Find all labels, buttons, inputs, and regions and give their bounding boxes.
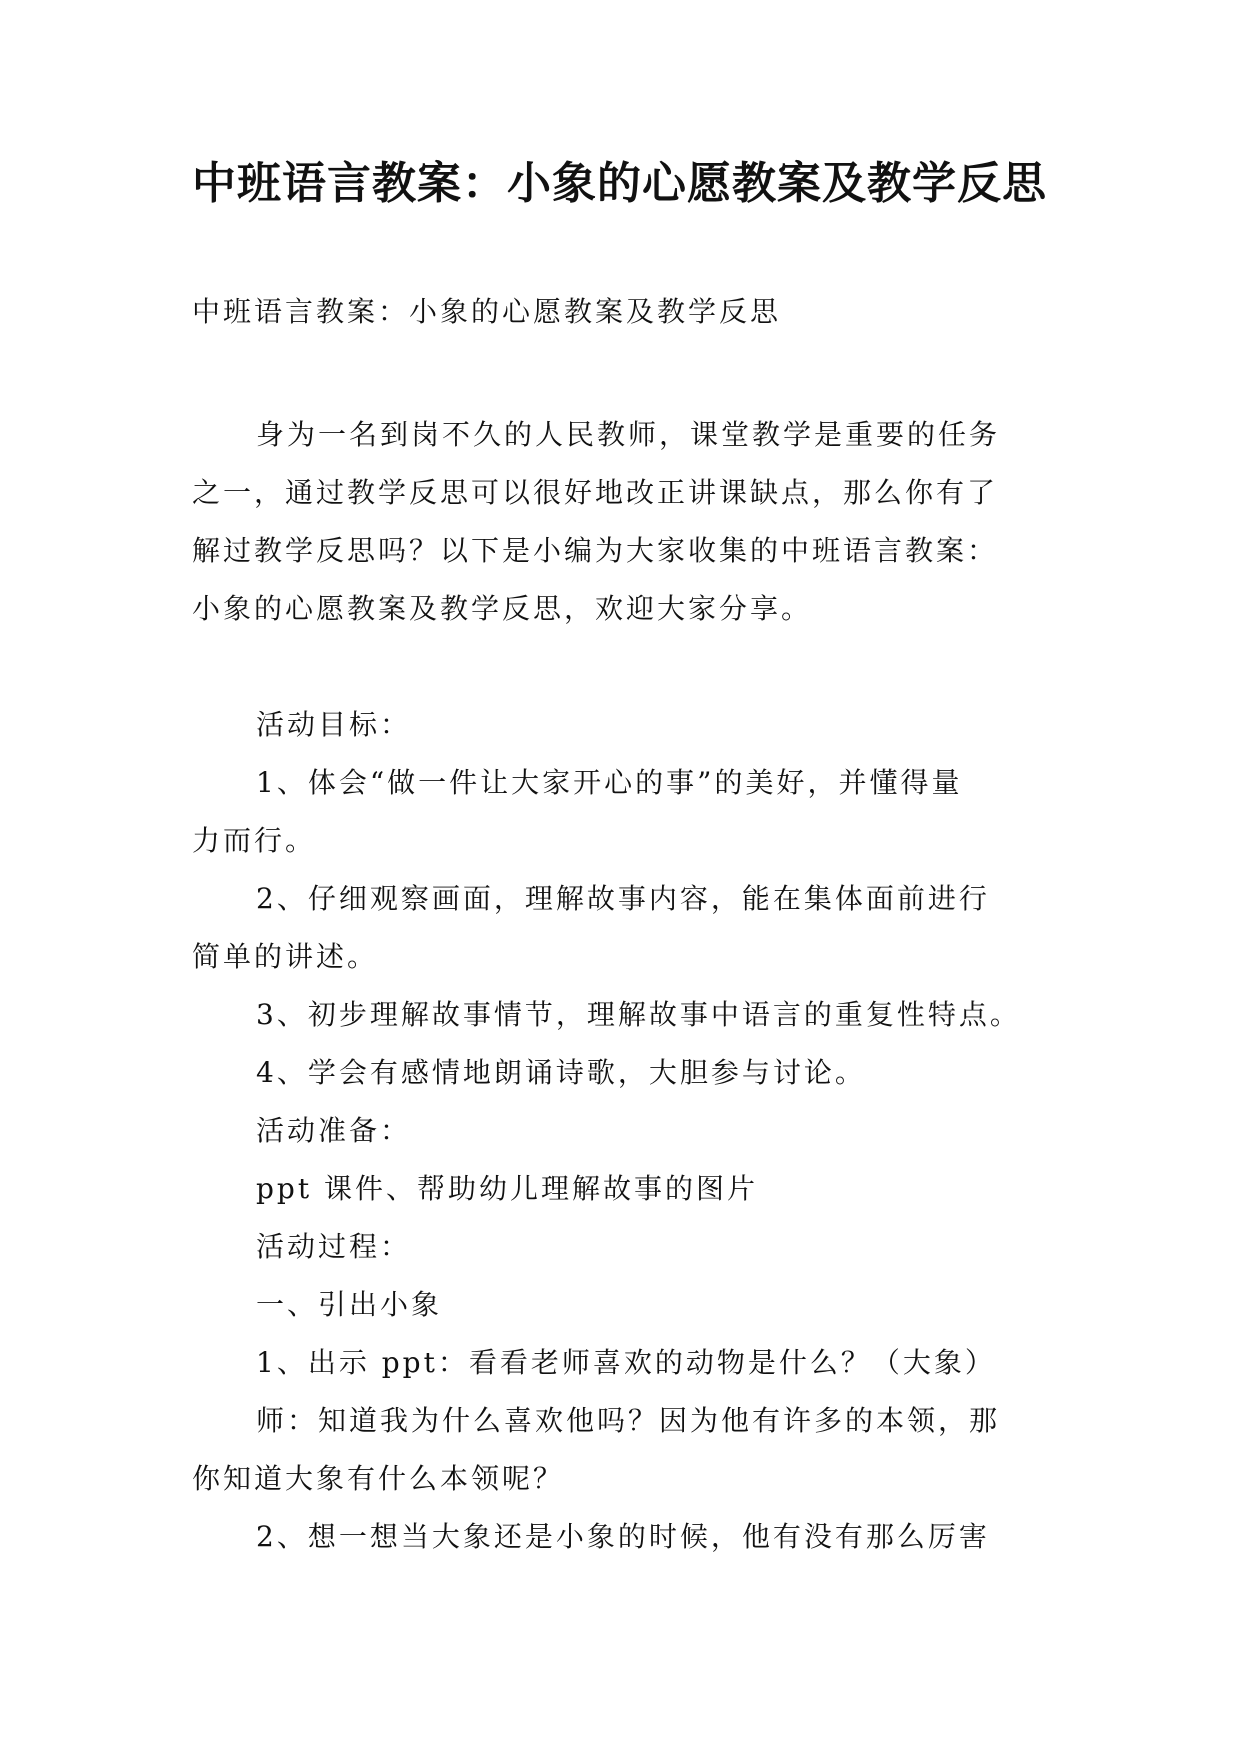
intro-line: 身为一名到岗不久的人民教师，课堂教学是重要的任务 bbox=[256, 418, 1001, 451]
section-heading-process: 活动过程： bbox=[256, 1230, 412, 1263]
process-item: 2、想一想当大象还是小象的时候，他有没有那么厉害 bbox=[256, 1520, 990, 1553]
goal-item: 1、体会“做一件让大家开心的事”的美好，并懂得量 bbox=[256, 766, 963, 799]
preparation-item: ppt 课件、帮助幼儿理解故事的图片 bbox=[256, 1172, 759, 1205]
intro-line: 解过教学反思吗？以下是小编为大家收集的中班语言教案： bbox=[192, 534, 999, 567]
process-step-heading: 一、引出小象 bbox=[256, 1288, 443, 1321]
goal-item-continued: 力而行。 bbox=[192, 824, 317, 857]
document-title: 中班语言教案：小象的心愿教案及教学反思 bbox=[192, 158, 1047, 209]
section-heading-preparation: 活动准备： bbox=[256, 1114, 412, 1147]
document-subtitle: 中班语言教案：小象的心愿教案及教学反思 bbox=[192, 295, 782, 328]
intro-line: 小象的心愿教案及教学反思，欢迎大家分享。 bbox=[192, 592, 813, 625]
lesson-body bbox=[192, 696, 1092, 1566]
goal-item: 3、初步理解故事情节，理解故事中语言的重复性特点。 bbox=[256, 998, 1021, 1031]
goal-item: 2、仔细观察画面，理解故事内容，能在集体面前进行 bbox=[256, 882, 990, 915]
process-item: 1、出示 ppt：看看老师喜欢的动物是什么？（大象） bbox=[256, 1346, 996, 1379]
goal-item: 4、学会有感情地朗诵诗歌，大胆参与讨论。 bbox=[256, 1056, 866, 1089]
goal-item-continued: 简单的讲述。 bbox=[192, 940, 379, 973]
intro-line: 之一，通过教学反思可以很好地改正讲课缺点，那么你有了 bbox=[192, 476, 999, 509]
process-item-continued: 你知道大象有什么本领呢？ bbox=[192, 1462, 565, 1495]
section-heading-goals: 活动目标： bbox=[256, 708, 412, 741]
process-item: 师：知道我为什么喜欢他吗？因为他有许多的本领，那 bbox=[256, 1404, 1001, 1437]
intro-paragraph bbox=[192, 406, 1072, 638]
